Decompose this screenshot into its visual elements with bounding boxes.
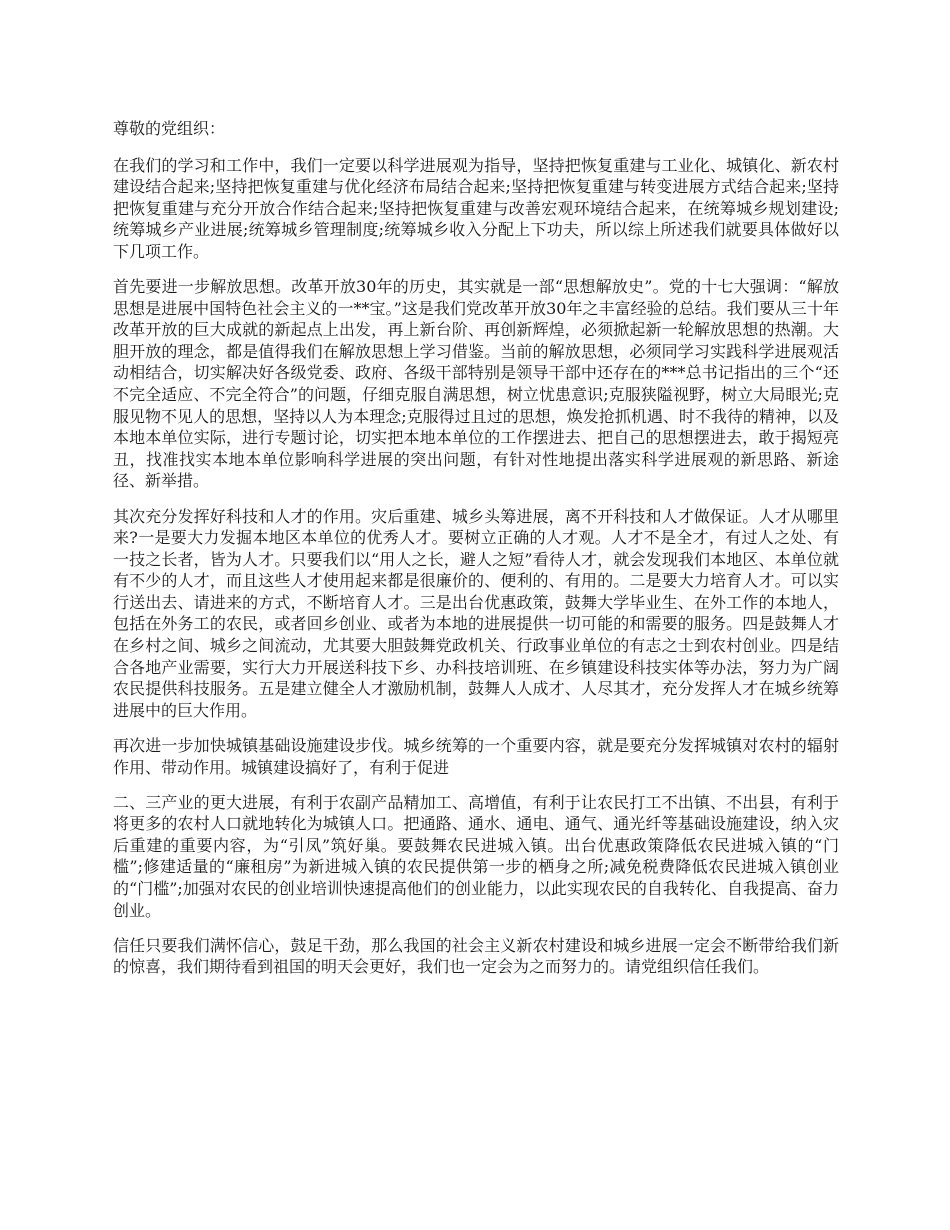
paragraph-emancipate-thinking: 首先要进一步解放思想。改革开放30年的历史，其实就是一部“思想解放史”。党的十七大强调：“解放思想是进展中国特色社会主义的一**宝。”这是我们党改革开放30年之丰富经验的总结。我们要从三十年改革开放的巨大成就的新起点上出发，再上新台阶、再创新辉煌，必须掀起新一轮解放思想的热潮。大胆开放的理念，都是值得我们在解放思想上学习借鉴。当前的解放思想，必须同学习实践科学进展观活动相结合，切实解决好各级党委、政府、各级干部特别是领导干部中还存在的***总书记指出的三个“还不完全适应、不完全符合”的问题，仔细克服自满思想，树立忧患意识;克服狭隘视野，树立大局眼光;克服见物不见人的思想，坚持以人为本理念;克服得过且过的思想，焕发抢抓机遇、时不我待的精神，以及本地本单位实际，进行专题讨论，切实把本地本单位的工作摆进去、把自己的思想摆进去，敢于揭短亮丑，找准找实本地本单位影响科学进展的突出问题，有针对性地提出落实科学进展观的新思路、新途径、新举措。 <box>113 277 839 491</box>
salutation: 尊敬的党组织： <box>113 119 226 138</box>
letter-document <box>113 118 839 991</box>
paragraph-urban-infrastructure: 再次进一步加快城镇基础设施建设步伐。城乡统筹的一个重要内容，就是要充分发挥城镇对农村的辐射作用、带动作用。城镇建设搞好了，有利于促进 <box>113 735 839 777</box>
paragraph-intro: 在我们的学习和工作中，我们一定要以科学进展观为指导，坚持把恢复重建与工业化、城镇化、新农村建设结合起来;坚持把恢复重建与优化经济布局结合起来;坚持把恢复重建与转变进展方式结合起来;坚持把恢复重建与充分开放合作结合起来;坚持把恢复重建与改善宏观环境结合起来，在统筹城乡规划建设;统筹城乡产业进展;统筹城乡管理制度;统筹城乡收入分配上下功夫，所以综上所述我们就要具体做好以下几项工作。 <box>113 155 839 261</box>
paragraph-talent: 其次充分发挥好科技和人才的作用。灾后重建、城乡头筹进展，离不开科技和人才做保证。人才从哪里来?一是要大力发掘本地区本单位的优秀人才。要树立正确的人才观。人才不是全才，有过人之处、有一技之长者，皆为人才。只要我们以“用人之长，避人之短”看待人才，就会发现我们本地区、本单位就有不少的人才，而且这些人才使用起来都是很廉价的、便利的、有用的。二是要大力培育人才。可以实行送出去、请进来的方式，不断培育人才。三是出台优惠政策，鼓舞大学毕业生、在外工作的本地人，包括在外务工的农民，或者回乡创业、或者为本地的进展提供一切可能的和需要的服务。四是鼓舞人才在乡村之间、城乡之间流动，尤其要大胆鼓舞党政机关、行政事业单位的有志之士到农村创业。四是结合各地产业需要，实行大力开展送科技下乡、办科技培训班、在乡镇建设科技实体等办法，努力为广阔农民提供科技服务。五是建立健全人才激励机制，鼓舞人人成才、人尽其才，充分发挥人才在城乡统筹进展中的巨大作用。 <box>113 506 839 720</box>
paragraph-closing: 信任只要我们满怀信心，鼓足干劲，那么我国的社会主义新农村建设和城乡进展一定会不断带给我们新的惊喜，我们期待看到祖国的明天会更好，我们也一定会为之而努力的。请党组织信任我们。 <box>113 935 839 977</box>
paragraph-industry: 二、三产业的更大进展，有利于农副产品精加工、高增值，有利于让农民打工不出镇、不出县，有利于将更多的农村人口就地转化为城镇人口。把通路、通水、通电、通气、通光纤等基础设施建设，纳入灾后重建的重要内容，为“引凤”筑好巢。要鼓舞农民进城入镇。出台优惠政策降低农民进城入镇的“门槛”;修建适量的“廉租房”为新进城入镇的农民提供第一步的栖身之所;减免税费降低农民进城入镇创业的“门槛”;加强对农民的创业培训快速提高他们的创业能力，以此实现农民的自我转化、自我提高、奋力创业。 <box>113 792 839 920</box>
